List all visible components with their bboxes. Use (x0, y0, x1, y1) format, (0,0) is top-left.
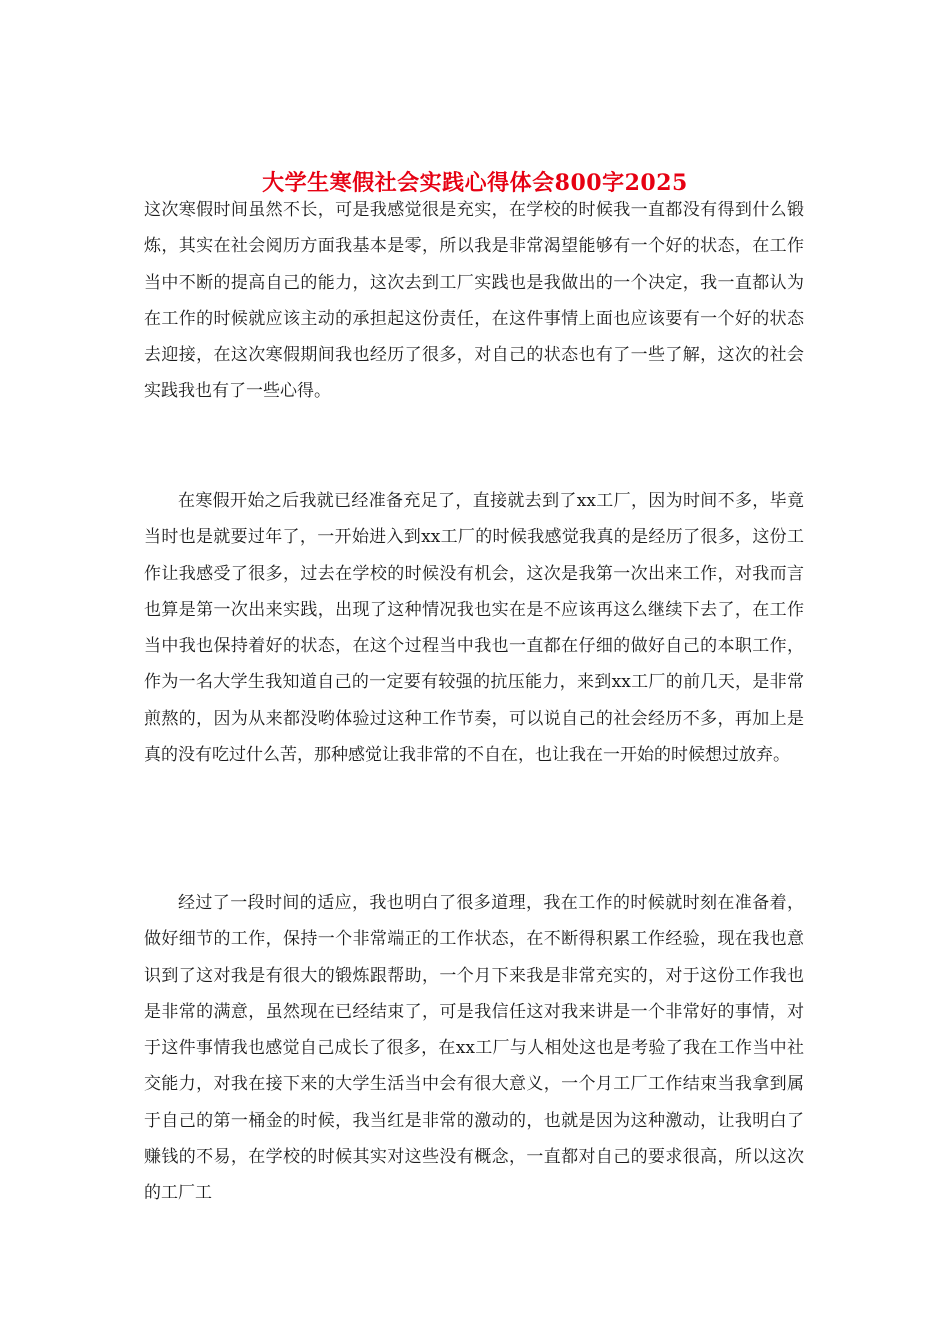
paragraph-1: 这次寒假时间虽然不长，可是我感觉很是充实，在学校的时候我一直都没有得到什么锻炼，其实在社会阅历方面我基本是零，所以我是非常渴望能够有一个好的状态，在工作当中不断的提高自己的能力，这次去到工厂实践也是我做出的一个决定，我一直都认为在工作的时候就应该主动的承担起这份责任，在这件事情上面也应该要有一个好的状态去迎接，在这次寒假期间我也经历了很多，对自己的状态也有了一些了解，这次的社会实践我也有了一些心得。 (144, 200, 804, 402)
paragraph-2: 在寒假开始之后我就已经准备充足了，直接就去到了xx工厂，因为时间不多，毕竟当时也是就要过年了，一开始进入到xx工厂的时候我感觉我真的是经历了很多，这份工作让我感受了很多，过去在学校的时候没有机会，这次是我第一次出来工作，对我而言也算是第一次出来实践，出现了这种情况我也实在是不应该再这么继续下去了，在工作当中我也保持着好的状态，在这个过程当中我也一直都在仔细的做好自己的本职工作，作为一名大学生我知道自己的一定要有较强的抗压能力，来到xx工厂的前几天，是非常煎熬的，因为从来都没哟体验过这种工作节奏，可以说自己的社会经历不多，再加上是真的没有吃过什么苦，那种感觉让我非常的不自在，也让我在一开始的时候想过放弃。 (144, 491, 804, 766)
paragraph-3: 经过了一段时间的适应，我也明白了很多道理，我在工作的时候就时刻在准备着，做好细节的工作，保持一个非常端正的工作状态，在不断得积累工作经验，现在我也意识到了这对我是有很大的锻炼跟帮助，一个月下来我是非常充实的，对于这份工作我也是非常的满意，虽然现在已经结束了，可是我信任这对我来讲是一个非常好的事情，对于这件事情我也感觉自己成长了很多，在xx工厂与人相处这也是考验了我在工作当中社交能力，对我在接下来的大学生活当中会有很大意义，一个月工厂工作结束当我拿到属于自己的第一桶金的时候，我当红是非常的激动的，也就是因为这种激动，让我明白了赚钱的不易，在学校的时候其实对这些没有概念，一直都对自己的要求很高，所以这次的工厂工 (144, 893, 804, 1204)
document-title: 大学生寒假社会实践心得体会800字2025 (262, 169, 688, 196)
